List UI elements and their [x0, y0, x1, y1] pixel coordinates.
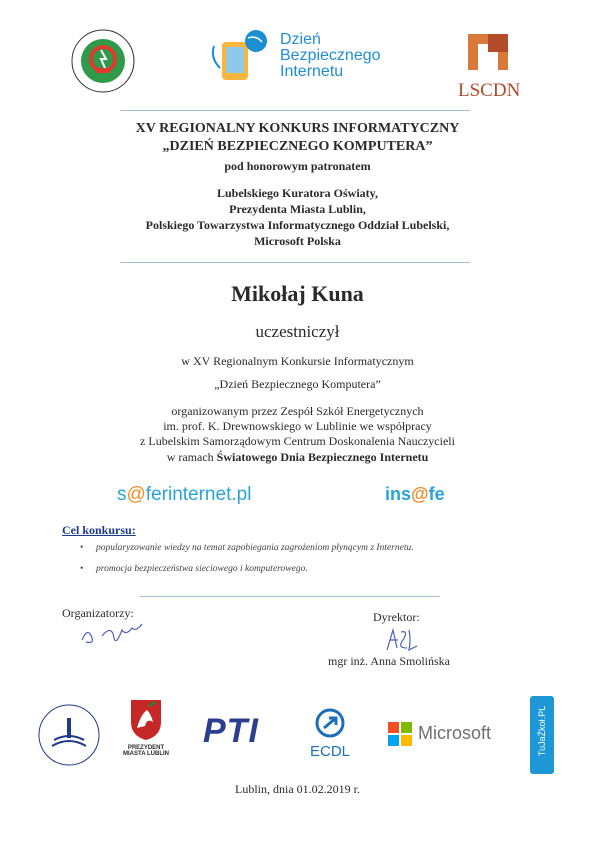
insafe-c: fe — [428, 484, 445, 504]
participation-verb: uczestniczył — [255, 322, 340, 341]
patron-2: Prezydenta Miasta Lublin, — [229, 202, 366, 216]
insafe-at: @ — [411, 484, 429, 504]
lscdn-logo — [458, 32, 532, 102]
dbi-logo-line3: Internetu — [280, 63, 344, 80]
prezydent-line-2: MIASTA LUBLIN — [123, 751, 169, 757]
body-line-6 — [0, 450, 595, 465]
contest-subtitle: „DZIEŃ BEZPIECZNEGO KOMPUTERA” — [162, 139, 433, 154]
goal-item-1: • popularyzowanie wiedzy na temat zapobiegania zagrożeniom płynącym z Internetu. — [96, 543, 414, 553]
organizer-signature — [80, 622, 160, 653]
kuratorium-logo — [34, 700, 104, 770]
body-line-4: im. prof. K. Drewnowskiego w Lublinie we współpracy — [163, 419, 432, 433]
separator-mid — [120, 262, 470, 263]
patron-4: Microsoft Polska — [254, 234, 341, 248]
tulaszkol-logo — [530, 696, 554, 774]
body-line-6-event: Światowego Dnia Bezpiecznego Internetu — [216, 450, 429, 464]
ecdl-logo — [300, 708, 360, 768]
microsoft-text: Microsoft — [418, 723, 492, 743]
recipient-name: Mikołaj Kuna — [231, 281, 364, 306]
microsoft-logo — [388, 722, 503, 748]
patronage-label: pod honorowym patronatem — [224, 159, 371, 173]
zse-logo — [70, 28, 136, 94]
goals-heading: Cel konkursu: — [62, 523, 136, 537]
dbi-logo — [210, 28, 400, 92]
goal-item-2: • promocja bezpieczeństwa sieciowego i komputerowego. — [96, 564, 308, 574]
contest-title: XV REGIONALNY KONKURS INFORMATYCZNY — [135, 121, 460, 136]
lscdn-logo-text: LSCDN — [458, 80, 521, 101]
body-line-3: organizowanym przez Zespół Szkół Energetycznych — [171, 404, 424, 418]
director-label: Dyrektor: — [373, 610, 420, 624]
date-line: Lublin, dnia 01.02.2019 r. — [235, 782, 360, 796]
body-line-2: „Dzień Bezpiecznego Komputera” — [214, 377, 381, 391]
insafe-a: ins — [385, 484, 412, 504]
separator-top — [120, 110, 470, 111]
organizers-label: Organizatorzy: — [62, 606, 134, 620]
body-line-1: w XV Regionalnym Konkursie Informatycznym — [181, 354, 414, 368]
saferinternet-a: s — [117, 484, 127, 505]
separator-bottom — [140, 596, 440, 597]
pti-logo: PTI — [203, 712, 259, 750]
saferinternet-logo — [117, 484, 251, 506]
prezydent-logo — [116, 698, 176, 768]
director-name: mgr inż. Anna Smolińska — [328, 654, 450, 668]
prezydent-line-1: PREZYDENT — [127, 745, 165, 751]
dbi-logo-line2: Bezpiecznego — [280, 47, 381, 64]
ecdl-text: ECDL — [309, 743, 350, 760]
patron-1: Lubelskiego Kuratora Oświaty, — [216, 186, 378, 200]
body-line-6-prefix: w ramach — [166, 450, 217, 464]
saferinternet-at: @ — [126, 484, 146, 505]
dbi-logo-line1: Dzień — [280, 31, 321, 48]
insafe-logo — [385, 484, 445, 505]
body-line-5: z Lubelskim Samorządowym Centrum Doskonalenia Nauczycieli — [140, 434, 455, 448]
patron-3: Polskiego Towarzystwa Informatycznego Oddział Lubelski, — [145, 218, 450, 232]
saferinternet-c: ferinternet.pl — [145, 484, 252, 505]
tulaszkol-text: TuJaŹkoł.PL — [537, 705, 547, 757]
